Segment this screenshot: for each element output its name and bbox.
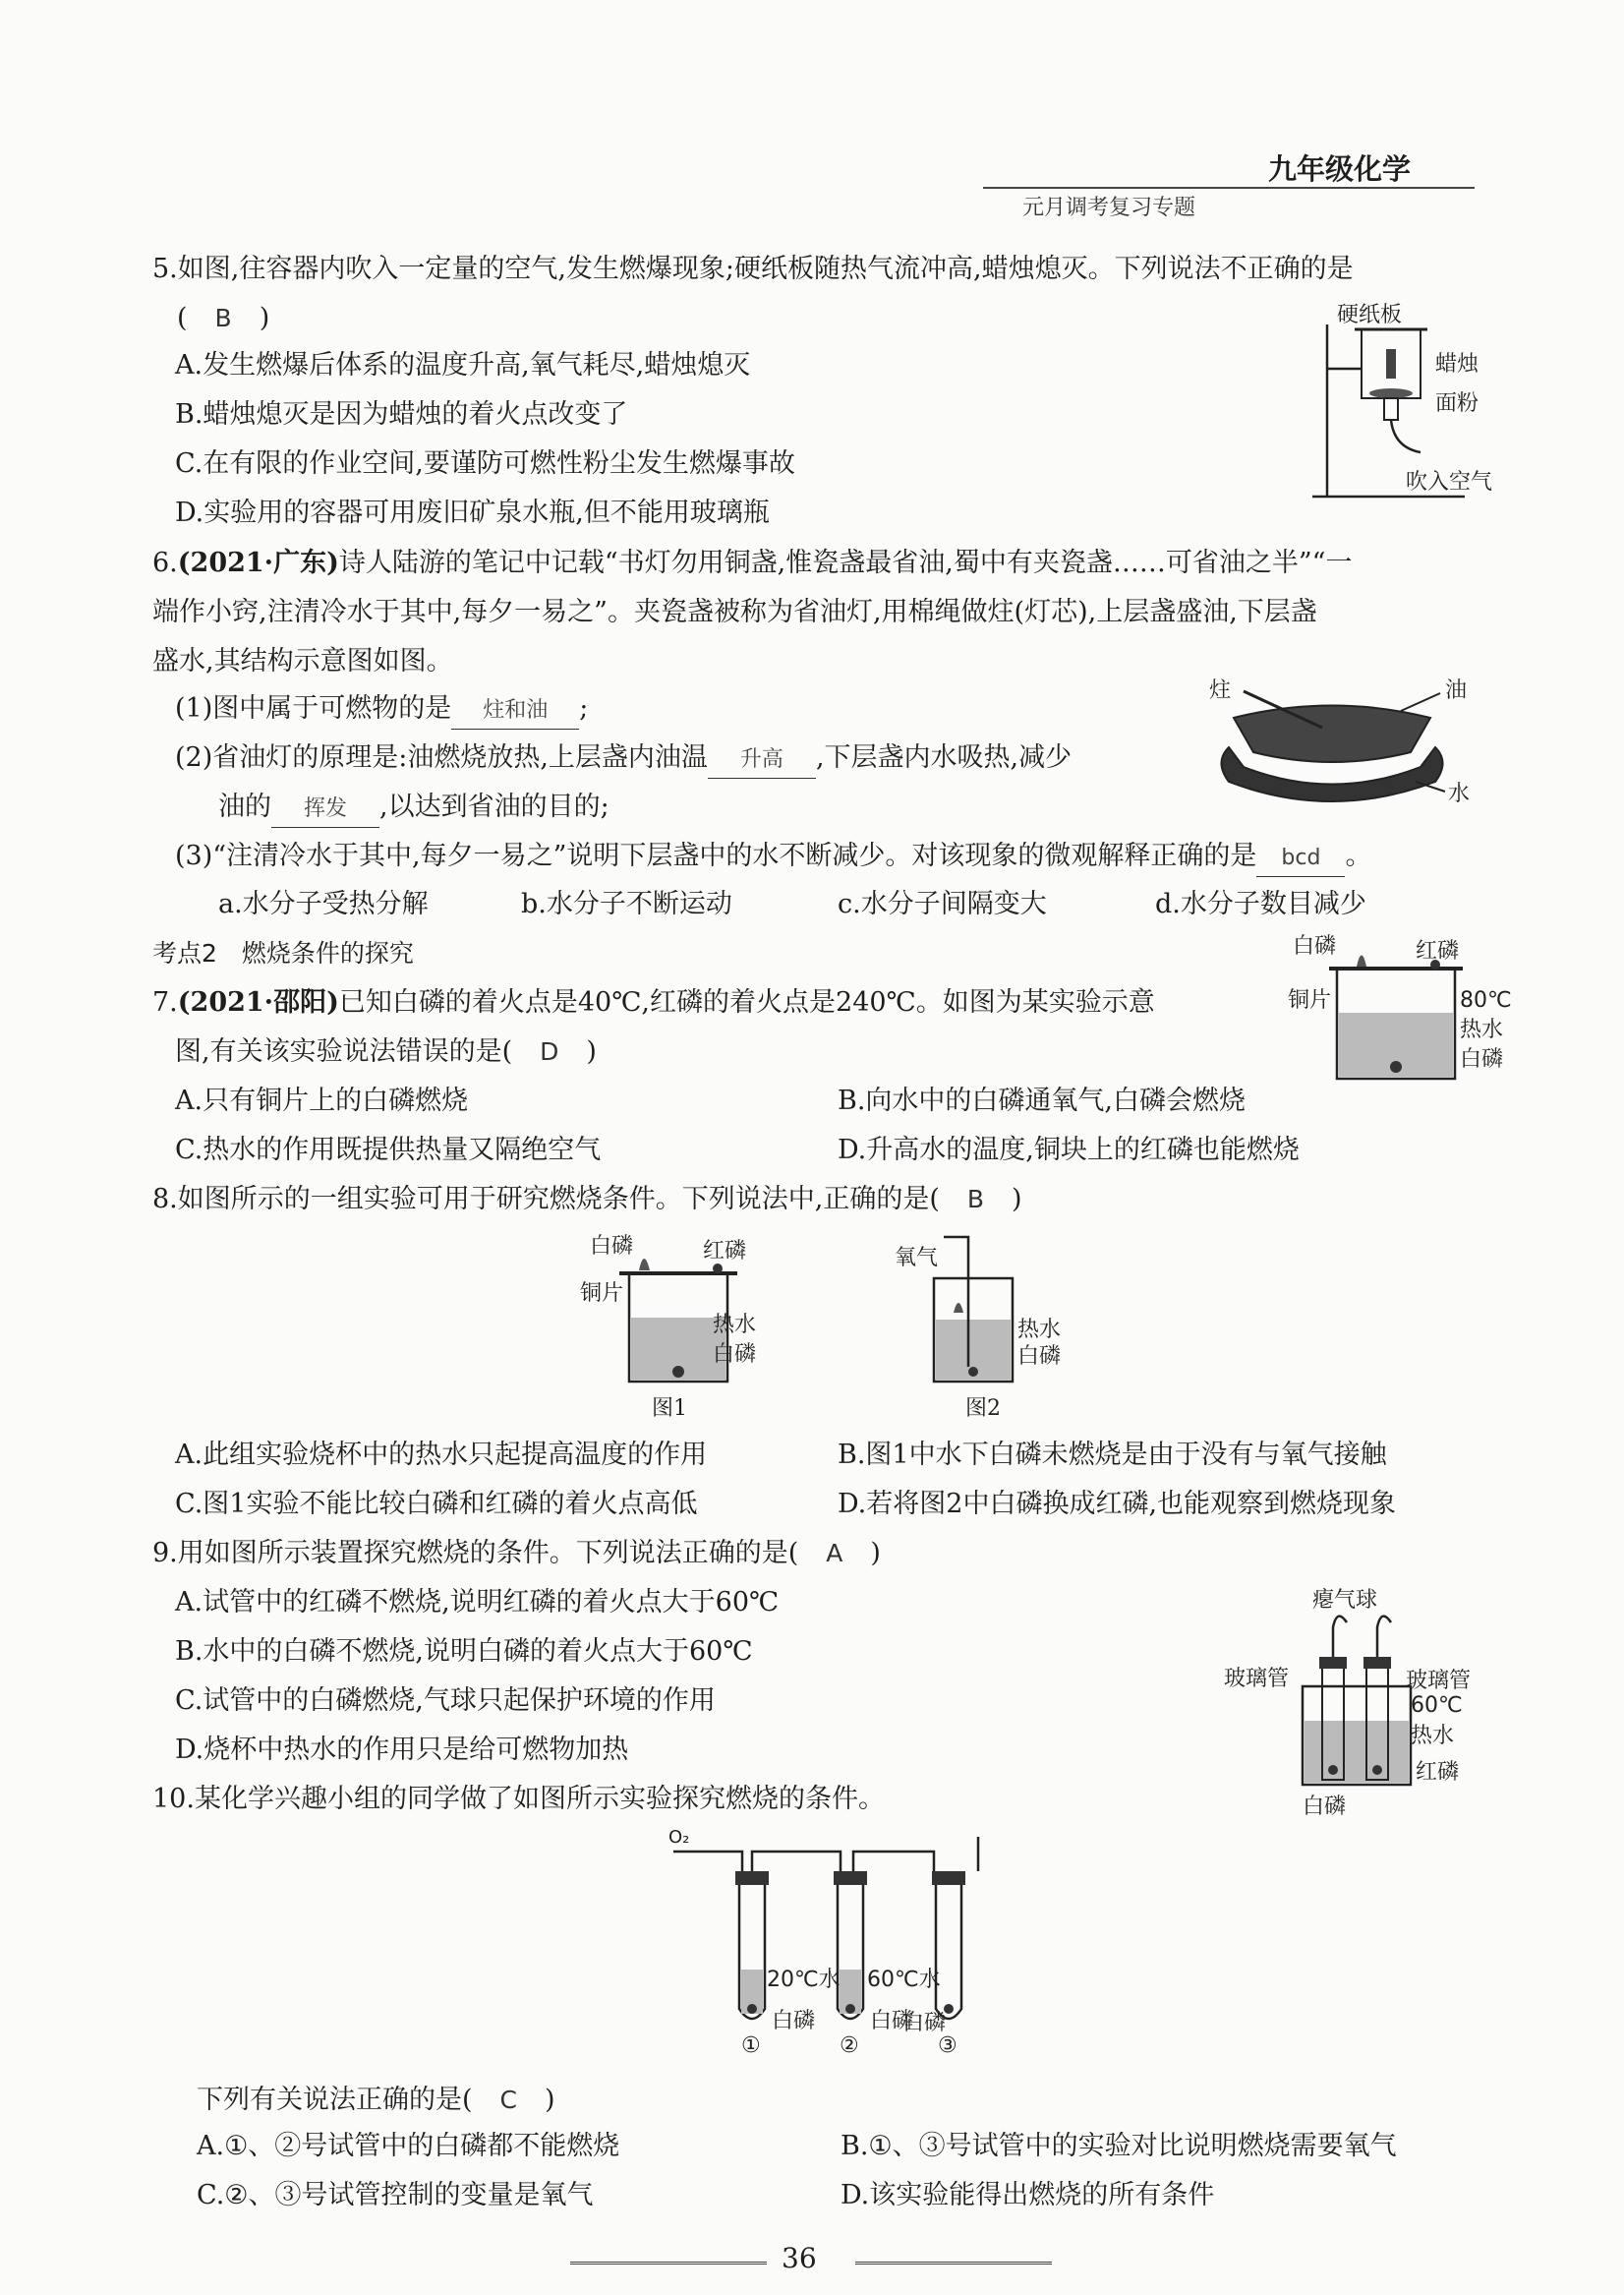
q7-text1: 已知白磷的着火点是40℃,红磷的着火点是240℃。如图为某实验示意 (338, 987, 1155, 1018)
q10-label-o2: O₂ (668, 1827, 690, 1848)
q6-label-water: 水 (1448, 782, 1471, 806)
q5-label-air: 吹入空气 (1406, 470, 1493, 495)
q5-option-d: D.实验用的容器可用废旧矿泉水瓶,但不能用玻璃瓶 (175, 498, 770, 528)
q10-label-60c-water: 60℃水 (867, 1968, 941, 1992)
q10-tubes-drawing (659, 1827, 1013, 2063)
q9-label-temp: 60℃ (1411, 1693, 1463, 1718)
q10-stem: 10.某化学兴趣小组的同学做了如图所示实验探究燃烧的条件。 (152, 1784, 885, 1814)
q6-sub3-end: 。 (1345, 841, 1372, 871)
q6-source: (2021·广东) (177, 548, 339, 578)
header-title: 九年级化学 (1268, 152, 1412, 186)
q9-option-d: D.烧杯中热水的作用只是给可燃物加热 (175, 1735, 629, 1765)
q6-text1: 诗人陆游的笔记中记载“书灯勿用铜盏,惟瓷盏最省油,蜀中有夹瓷盏……可省油之半”“一 (338, 548, 1353, 578)
q8-fig1-label-hot-water: 热水 (713, 1313, 757, 1337)
q6-number: 6. (152, 548, 178, 578)
q6-sub1-end: ; (579, 693, 589, 724)
q10-label-tube2: ② (840, 2033, 859, 2058)
q8-fig2-label-oxygen: 氧气 (895, 1246, 939, 1270)
q8-option-b: B.图1中水下白磷未燃烧是由于没有与氧气接触 (838, 1440, 1387, 1470)
q7-close: ) (586, 1036, 597, 1067)
q6-sub3-answer: bcd (1256, 841, 1345, 877)
q5-label-board: 硬纸板 (1337, 303, 1403, 327)
q6-label-wick: 炷 (1209, 678, 1232, 703)
q10-ask (197, 2083, 555, 2118)
q6-choice-b: b.水分子不断运动 (521, 889, 732, 919)
header-subtitle: 元月调考复习专题 (1022, 196, 1196, 220)
q8-text: 8.如图所示的一组实验可用于研究燃烧条件。下列说法中,正确的是( (152, 1184, 940, 1214)
q10-option-c: C.②、③号试管控制的变量是氧气 (197, 2180, 594, 2210)
q6-sub1 (175, 691, 588, 730)
q10-label-white-p2: 白磷 (870, 2009, 914, 2033)
q6-sub2-text: (2)省油灯的原理是:油燃烧放热,上层盏内油温 (175, 742, 708, 773)
q6-sub2 (175, 740, 1072, 779)
q5-option-c: C.在有限的作业空间,要谨防可燃性粉尘发生燃爆事故 (175, 448, 795, 479)
q9-label-tube-right: 玻璃管 (1406, 1669, 1472, 1693)
q6-sub3-text: (3)“注清冷水于其中,每夕一易之”说明下层盏中的水不断减少。对该现象的微观解释正确的是 (175, 841, 1257, 871)
q5-option-a: A.发生燃爆后体系的温度升高,氧气耗尽,蜡烛熄灭 (175, 350, 751, 381)
q5-stem: 5.如图,往容器内吹入一定量的空气,发生燃爆现象;硬纸板随热气流冲高,蜡烛熄灭。下列说法不正确的是 (152, 254, 1354, 284)
q8-figure-2 (895, 1229, 1091, 1426)
q6-line1 (152, 546, 1352, 581)
q6-figure (1204, 674, 1489, 816)
q9-label-white-p: 白磷 (1303, 1795, 1347, 1819)
q10-label-20c-water: 20℃水 (767, 1968, 841, 1992)
q7-label-hot-water: 热水 (1460, 1018, 1504, 1042)
q5-answer: B (214, 304, 232, 332)
q9-label-tube-left: 玻璃管 (1224, 1667, 1290, 1691)
q9-label-hot-water: 热水 (1411, 1724, 1455, 1748)
q7-option-a: A.只有铜片上的白磷燃烧 (175, 1086, 469, 1116)
q10-label-tube3: ③ (938, 2033, 957, 2058)
q8-fig2-label-white-p: 白磷 (1017, 1344, 1062, 1369)
q10-option-a: A.①、②号试管中的白磷都不能燃烧 (197, 2131, 620, 2161)
q7-option-c: C.热水的作用既提供热量又隔绝空气 (175, 1135, 602, 1165)
q7-label-copper: 铜片 (1288, 988, 1332, 1013)
header-rule (983, 187, 1475, 189)
q8-option-d: D.若将图2中白磷换成红磷,也能观察到燃烧现象 (838, 1489, 1397, 1519)
q6-choice-c: c.水分子间隔变大 (838, 889, 1047, 919)
q5-label-flour: 面粉 (1435, 391, 1479, 416)
q7-source: (2021·邵阳) (177, 987, 339, 1018)
q7-option-b: B.向水中的白磷通氧气,白磷会燃烧 (838, 1086, 1247, 1116)
q7-option-d: D.升高水的温度,铜块上的红磷也能燃烧 (838, 1135, 1300, 1165)
q5-figure (1307, 290, 1534, 506)
q6-choice-d: d.水分子数目减少 (1155, 889, 1366, 919)
q10-ask-text: 下列有关说法正确的是( (197, 2085, 473, 2115)
q8-fig1-label-white-p: 白磷 (590, 1234, 634, 1259)
q6-sub2-answer1: 升高 (708, 742, 816, 779)
q9-text: 9.用如图所示装置探究燃烧的条件。下列说法正确的是( (152, 1538, 799, 1568)
q7-text2: 图,有关该实验说法错误的是( (175, 1036, 513, 1067)
q10-label-white-p3: 白磷 (902, 2011, 947, 2035)
q6-choice-a: a.水分子受热分解 (218, 889, 429, 919)
header (983, 147, 1494, 220)
q5-option-b: B.蜡烛熄灭是因为蜡烛的着火点改变了 (175, 399, 628, 430)
q9-figure (1219, 1583, 1494, 1819)
q6-line3: 盛水,其结构示意图如图。 (152, 646, 453, 677)
q8-fig1-label-red-p: 红磷 (703, 1239, 747, 1264)
q8-fig1-label-copper: 铜片 (580, 1281, 624, 1306)
q8-fig1-caption: 图1 (652, 1396, 687, 1421)
q6-sub2b-text: 油的 (218, 792, 271, 822)
q6-sub2b (218, 790, 609, 828)
q5-label-candle: 蜡烛 (1435, 352, 1479, 377)
q8-close: ) (1012, 1184, 1022, 1214)
q6-sub2-answer2: 挥发 (271, 792, 379, 828)
footer (570, 2242, 1062, 2281)
q10-option-d: D.该实验能得出燃烧的所有条件 (841, 2180, 1215, 2210)
q8-answer: B (966, 1185, 985, 1213)
q9-answer: A (826, 1539, 843, 1567)
q9-label-balloon: 瘪气球 (1312, 1588, 1378, 1613)
q6-sub1-answer: 炷和油 (451, 693, 579, 730)
q8-stem (152, 1182, 1022, 1217)
q6-sub2b-end: ,以达到省油的目的; (379, 792, 609, 822)
q7-label-red-p: 红磷 (1416, 939, 1460, 964)
q10-label-tube1: ① (741, 2033, 761, 2058)
q7-line2 (175, 1034, 597, 1070)
q9-option-a: A.试管中的红磷不燃烧,说明红磷的着火点大于60℃ (175, 1587, 780, 1618)
q7-figure (1288, 929, 1524, 1087)
q8-option-a: A.此组实验烧杯中的热水只起提高温度的作用 (175, 1440, 708, 1470)
q10-figure (659, 1827, 1013, 2063)
q8-fig1-label-white-p2: 白磷 (713, 1342, 757, 1367)
q7-answer: D (540, 1037, 559, 1066)
q10-label-white-p1: 白磷 (772, 2009, 816, 2033)
q6-line2: 端作小窍,注清冷水于其中,每夕一易之”。夹瓷盏被称为省油灯,用棉绳做炷(灯芯),上层盏盛油,下层盏 (152, 597, 1317, 627)
footer-rule-left (570, 2262, 767, 2265)
q5-answer-paren: ( B ) (177, 303, 270, 333)
section2-title: 考点2 燃烧条件的探究 (152, 939, 414, 968)
q6-label-oil: 油 (1445, 678, 1468, 703)
q9-stem (152, 1536, 881, 1571)
q6-sub1-text: (1)图中属于可燃物的是 (175, 693, 452, 724)
q7-label-white-p: 白磷 (1293, 934, 1337, 959)
q10-close: ) (545, 2085, 555, 2115)
q8-figure-1 (575, 1229, 791, 1426)
footer-rule-right (855, 2262, 1052, 2265)
q9-option-b: B.水中的白磷不燃烧,说明白磷的着火点大于60℃ (175, 1636, 753, 1667)
q10-option-b: B.①、③号试管中的实验对比说明燃烧需要氧气 (841, 2131, 1397, 2161)
q10-answer: C (499, 2086, 518, 2114)
page-number: 36 (782, 2242, 817, 2274)
q6-sub2-mid: ,下层盏内水吸热,减少 (815, 742, 1073, 773)
q7-label-temp: 80℃ (1460, 988, 1512, 1013)
q9-option-c: C.试管中的白磷燃烧,气球只起保护环境的作用 (175, 1685, 716, 1716)
q8-fig2-label-hot-water: 热水 (1017, 1318, 1062, 1342)
q9-label-red-p: 红磷 (1416, 1760, 1460, 1785)
q7-line1 (152, 985, 1155, 1021)
q6-sub3 (175, 839, 1371, 877)
q9-close: ) (870, 1538, 881, 1568)
q8-option-c: C.图1实验不能比较白磷和红磷的着火点高低 (175, 1489, 698, 1519)
q8-fig2-caption: 图2 (965, 1396, 1001, 1421)
q7-label-white-p2: 白磷 (1460, 1047, 1504, 1072)
q7-number: 7. (152, 987, 178, 1018)
